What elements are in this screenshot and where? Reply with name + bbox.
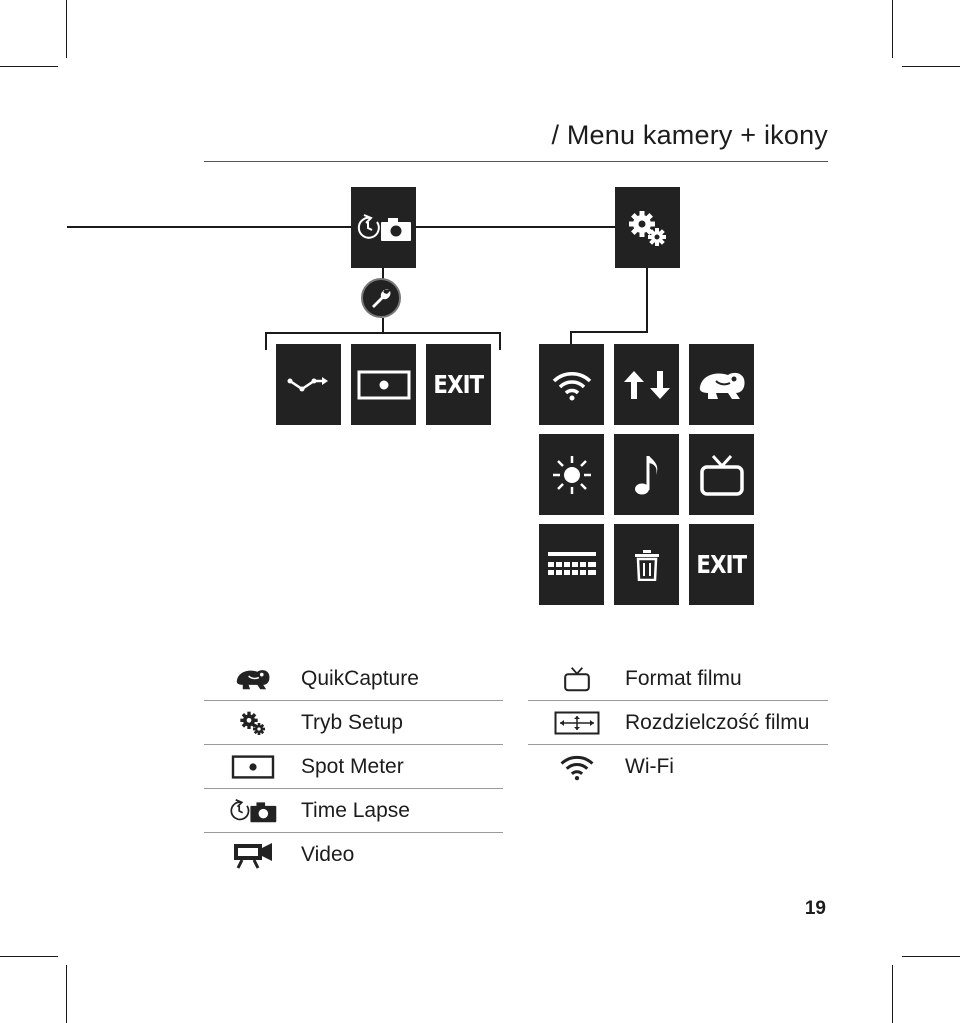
connector-line	[265, 332, 267, 350]
legend-item	[204, 789, 410, 833]
legend-label: Wi-Fi	[625, 755, 674, 778]
delete-tile[interactable]	[614, 524, 679, 605]
legend-item	[204, 657, 419, 701]
date-time-tile[interactable]	[539, 524, 604, 605]
page-number: 19	[804, 898, 826, 919]
title-rule	[204, 161, 828, 162]
wrench-node[interactable]	[361, 278, 401, 318]
legend-label: Spot Meter	[301, 755, 404, 778]
legend-item	[528, 657, 742, 701]
spot-meter-icon	[357, 370, 411, 400]
music-note-icon	[632, 453, 662, 497]
orientation-arrows-icon	[621, 369, 673, 401]
brightness-icon	[551, 454, 593, 496]
legend-label: Time Lapse	[301, 799, 410, 822]
gears-icon	[627, 209, 669, 247]
wifi-icon	[551, 369, 593, 401]
connector-line	[646, 268, 648, 332]
connector-line	[570, 331, 572, 345]
crop-mark	[902, 66, 960, 67]
crop-mark	[902, 956, 960, 957]
video-camera-icon	[232, 841, 274, 869]
spot-meter-tile[interactable]	[351, 344, 416, 425]
exit-label: EXIT	[433, 370, 484, 399]
connector-line	[499, 332, 501, 350]
tv-icon	[699, 453, 745, 497]
exit-tile[interactable]	[426, 344, 491, 425]
legend-label: Format filmu	[625, 667, 742, 690]
connector-line	[570, 331, 648, 333]
crop-mark	[892, 0, 893, 58]
connector-line	[265, 332, 501, 334]
tv-icon	[563, 666, 591, 692]
orientation-tile[interactable]	[614, 344, 679, 425]
keyboard-icon	[546, 550, 598, 580]
crop-mark	[892, 965, 893, 1023]
resolution-icon	[554, 711, 600, 735]
tv-tile[interactable]	[689, 434, 754, 515]
connector-line	[67, 226, 615, 228]
protune-icon	[286, 375, 332, 395]
gears-icon	[239, 710, 267, 736]
legend-item	[204, 833, 354, 877]
legend-label: Rozdzielczość filmu	[625, 711, 810, 734]
crop-mark	[0, 66, 58, 67]
timelapse-icon	[355, 213, 413, 243]
setup-tile[interactable]	[615, 187, 680, 268]
wifi-icon	[559, 753, 595, 781]
legend-item	[528, 701, 809, 745]
wrench-icon	[369, 286, 393, 310]
timelapse-icon	[228, 798, 278, 824]
crop-mark	[0, 956, 58, 957]
frog-icon	[696, 367, 748, 403]
legend-item	[204, 745, 404, 789]
sound-tile[interactable]	[614, 434, 679, 515]
connector-line	[382, 318, 384, 332]
page-title: / Menu kamery + ikony	[551, 120, 828, 150]
legend-item	[204, 701, 403, 745]
spot-meter-icon	[231, 755, 275, 779]
brightness-tile[interactable]	[539, 434, 604, 515]
wifi-tile[interactable]	[539, 344, 604, 425]
legend-label: Video	[301, 843, 355, 866]
legend-label: Tryb Setup	[301, 711, 403, 734]
trash-icon	[634, 549, 660, 581]
protune-tile[interactable]	[276, 344, 341, 425]
timelapse-tile[interactable]	[351, 187, 416, 268]
exit-tile[interactable]	[689, 524, 754, 605]
quikcapture-tile[interactable]	[689, 344, 754, 425]
crop-mark	[66, 0, 67, 58]
legend-item	[528, 745, 674, 789]
frog-icon	[234, 665, 272, 693]
exit-label: EXIT	[696, 550, 747, 579]
crop-mark	[66, 965, 67, 1023]
legend-label: QuikCapture	[301, 667, 419, 690]
